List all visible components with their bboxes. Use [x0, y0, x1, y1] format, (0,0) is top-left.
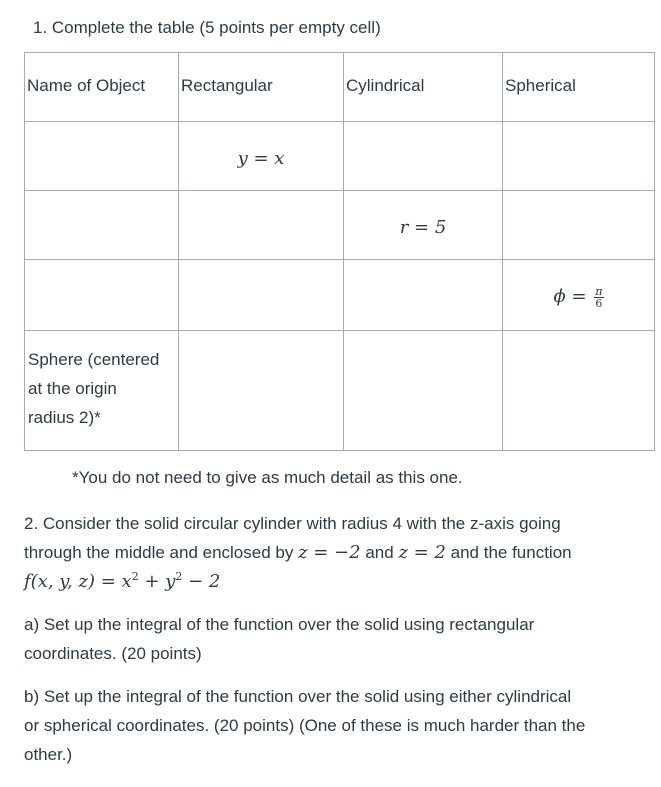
- header-cylindrical: Cylindrical: [344, 53, 503, 122]
- question-2-part-a: a) Set up the integral of the function over the solid using rectangular coordinates. (20 points): [24, 615, 535, 663]
- table-footnote: *You do not need to give as much detail as this one.: [72, 468, 463, 487]
- table-row: [25, 331, 655, 451]
- question-2-part-b: b) Set up the integral of the function over the solid using either cylindrical or spherical coordinates. (20 points) (One of these is much harder than the other.): [24, 687, 586, 764]
- table-cell-cylindrical-given: r = 5: [344, 191, 503, 260]
- table-cell-empty[interactable]: [25, 260, 179, 331]
- coordinate-table: [24, 52, 655, 451]
- table-cell-empty[interactable]: [179, 331, 344, 451]
- table-cell-empty[interactable]: [344, 331, 503, 451]
- table-cell-empty[interactable]: [503, 122, 655, 191]
- table-cell-empty[interactable]: [25, 191, 179, 260]
- header-rectangular: Rectangular: [179, 53, 344, 122]
- table-cell-empty[interactable]: [179, 260, 344, 331]
- table-row: [25, 260, 655, 331]
- table-row: [25, 122, 655, 191]
- table-cell-empty[interactable]: [503, 191, 655, 260]
- question-1-title: 1. Complete the table (5 points per empty cell): [33, 18, 381, 37]
- table-cell-empty[interactable]: [344, 122, 503, 191]
- question-2-text: 2. Consider the solid circular cylinder with radius 4 with the z-axis going through the middle and enclosed by z = −2 and z = 2 and the function f(x, y, $z) = x^2 + y^2 - 2$: [24, 509, 649, 596]
- table-row: [25, 191, 655, 260]
- table-cell-empty[interactable]: [344, 260, 503, 331]
- table-cell-empty[interactable]: [503, 331, 655, 451]
- table-header-row: [25, 53, 655, 122]
- function-definition: f(x, y, $z) = x^2 + y^2 - 2$: [24, 570, 221, 592]
- pi-over-six-fraction: $\frac{\pi}{6}$: [595, 284, 603, 310]
- table-cell-empty[interactable]: [25, 122, 179, 191]
- header-spherical: Spherical: [503, 53, 655, 122]
- table-cell-empty[interactable]: [179, 191, 344, 260]
- table-cell-sphere-name: Sphere (centered at the origin radius 2)*: [25, 331, 179, 451]
- table-cell-rectangular-given: y = x: [179, 122, 344, 191]
- header-name-of-object: Name of Object: [25, 53, 179, 122]
- table-cell-spherical-given: ϕ = $\frac{\pi}{6}$: [503, 260, 655, 331]
